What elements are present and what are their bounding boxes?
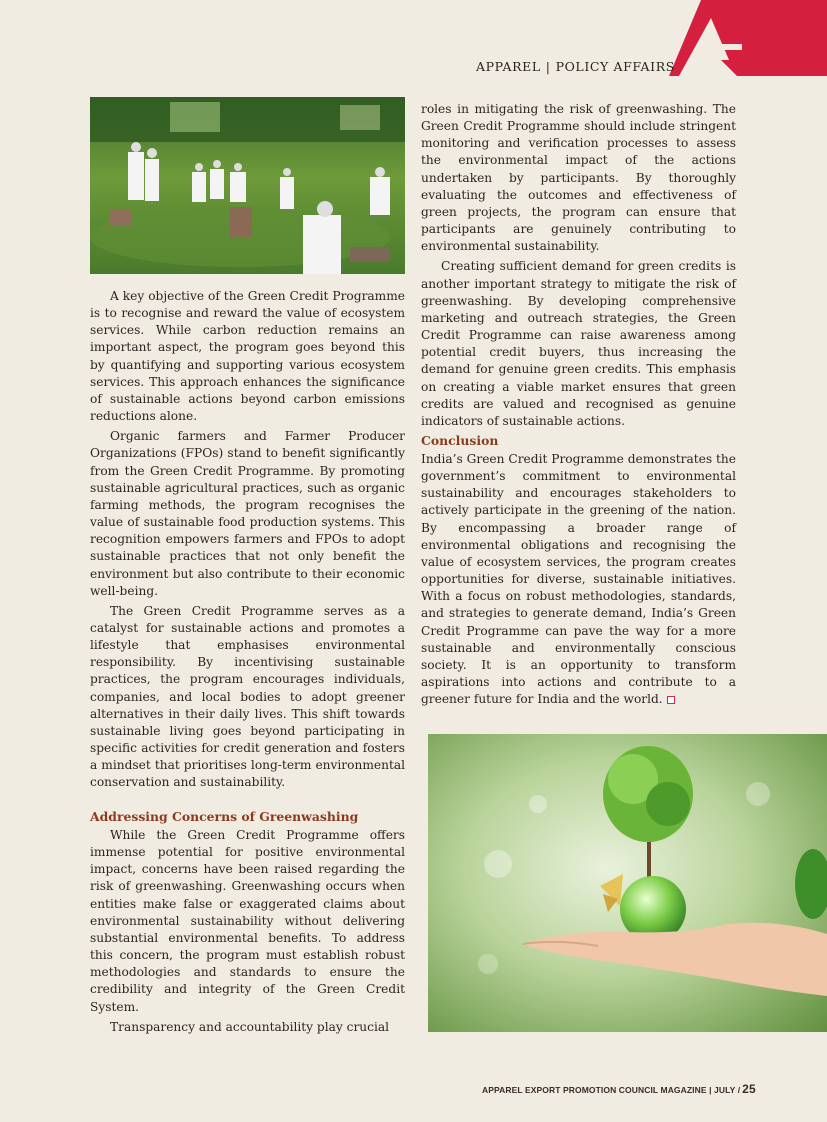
page-footer	[482, 1082, 756, 1096]
paragraph: roles in mitigating the risk of greenwashing. The Green Credit Programme should include stringent monitoring and verification processes to assess the environmental impact of the actions undertaken by participants. By thoroughly evaluating the outcomes and effectiveness of green projects, the program can ensure that participants are genuinely contributing to environmental sustainability.	[421, 102, 736, 254]
conclusion-paragraph	[421, 451, 736, 708]
paragraph: Transparency and accountability play crucial	[110, 1019, 390, 1034]
magazine-logo	[669, 0, 827, 76]
footer-text: APPAREL EXPORT PROMOTION COUNCIL MAGAZINE | JULY /	[482, 1085, 741, 1095]
paragraph: A key objective of the Green Credit Programme is to recognise and reward the value of ecosystem services. While carbon reduction remains an important aspect, the program goes beyond this by quantifying and supporting various ecosystem services. This approach enhances the significance of sustainable actions beyond carbon emissions reductions alone.	[90, 289, 405, 424]
paragraph: Creating sufficient demand for green credits is another important strategy to mitigate the risk of greenwashing. By developing comprehensive marketing and outreach strategies, the Green Credit Programme can raise awareness among potential credit buyers, thus increasing the demand for genuine green credits. This emphasis on creating a viable market ensures that green credits are valued and recognised as genuine indicators of sustainable actions.	[421, 259, 736, 428]
column-1-upper	[90, 288, 405, 792]
column-1-lower	[90, 808, 405, 1036]
subsection-label: POLICY AFFAIRS	[555, 59, 675, 74]
conclusion-text: India’s Green Credit Programme demonstrates the government’s commitment to environmental sustainability and encourages stakeholders to actively participate in the greening of the nation. By encompassing a broader range of environmental obligations and recognising the value of ecosystem services, the program creates opportunities for diverse, sustainable initiatives. With a focus on robust methodologies, standards, and strategies to generate demand, India’s Green Credit Programme can pave the way for a more sustainable and environmentally conscious society. It is an opportunity to transform aspirations into actions and contribute to a greener future for India and the world.	[421, 452, 736, 707]
paragraph: While the Green Credit Programme offers immense potential for positive environmental impact, concerns have been raised regarding the risk of greenwashing. Greenwashing occurs when entities make false or exaggerated claims about environmental sustainability without delivering substantial environmental benefits. To address this concern, the program must establish robust methodologies and standards to ensure the credibility and integrity of the Green Credit System.	[90, 828, 405, 1014]
end-mark-icon	[667, 696, 675, 704]
sapling-globe-hand-photo	[428, 734, 827, 1032]
paragraph: Organic farmers and Farmer Producer Organizations (FPOs) stand to benefit significantly from the Green Credit Programme. By promoting sustainable agricultural practices, such as organic farming methods, the program recognises the value of sustainable food production systems. This recognition empowers farmers and FPOs to adopt sustainable practices that not only benefit the environment but also contribute to their economic well-being.	[90, 429, 405, 598]
section-header	[476, 59, 676, 74]
section-heading: Addressing Concerns of Greenwashing	[90, 809, 359, 824]
group-planting-photo	[90, 97, 405, 274]
column-2-lower	[421, 432, 736, 708]
header-separator: |	[545, 59, 551, 74]
page-number: 25	[742, 1082, 756, 1096]
section-label: APPAREL	[476, 59, 541, 74]
paragraph: The Green Credit Programme serves as a catalyst for sustainable actions and promotes a lifestyle that emphasises environmental responsibility. By incentivising sustainable practices, the program encourages individuals, companies, and local bodies to adopt greener alternatives in their daily lives. This shift towards sustainable living goes beyond participating in specific activities for credit generation and fosters a mindset that prioritises long-term environmental conservation and sustainability.	[90, 603, 405, 790]
column-2-upper	[421, 101, 736, 430]
conclusion-heading: Conclusion	[421, 433, 499, 448]
